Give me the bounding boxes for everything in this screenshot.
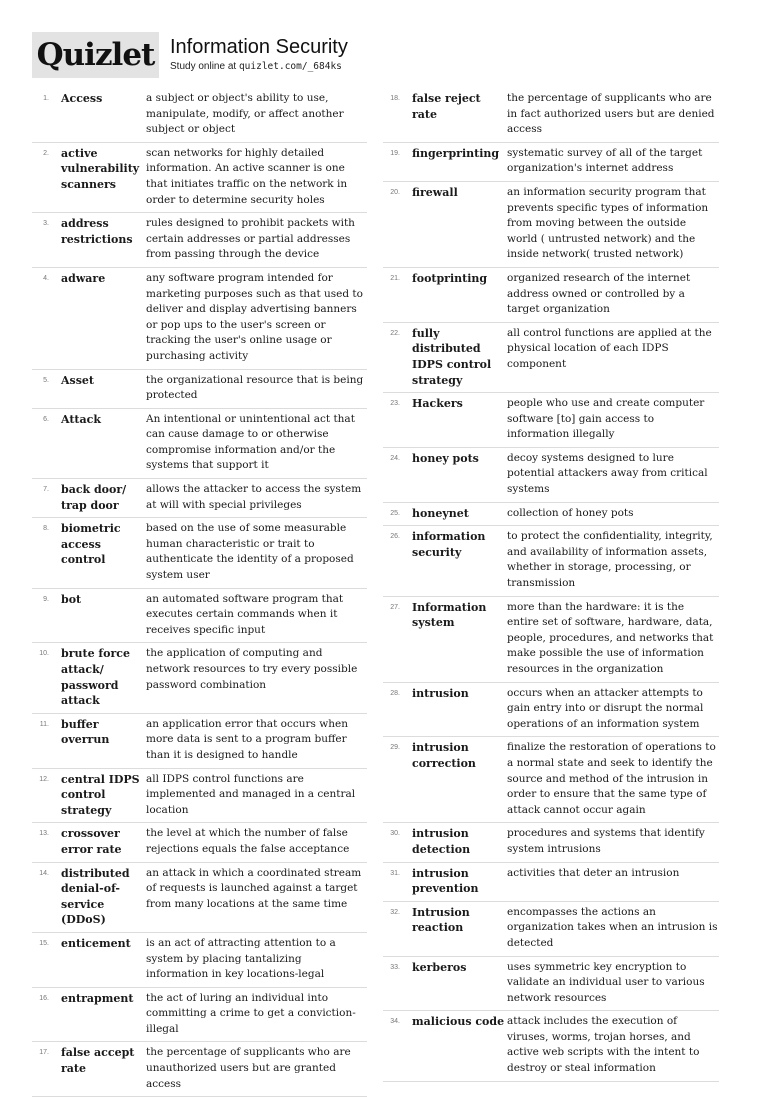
entry-number: 31. <box>390 869 400 877</box>
entry-number: 26. <box>390 533 400 541</box>
glossary-entry <box>32 714 367 769</box>
entry-definition: is an act of attracting attention to a system by placing tantalizing information in key locations-legal <box>146 936 336 981</box>
entry-term: Access <box>61 92 103 105</box>
entry-number: 8. <box>43 525 49 533</box>
glossary-entry <box>32 589 367 644</box>
entry-term: Information system <box>412 600 487 630</box>
glossary-entry <box>383 597 719 683</box>
entry-term: buffer overrun <box>61 717 110 747</box>
glossary-entry <box>383 182 719 268</box>
entry-number: 18. <box>390 95 400 102</box>
glossary-entry <box>32 643 367 713</box>
glossary-entry <box>32 268 367 370</box>
entry-term: Hackers <box>412 397 463 411</box>
entry-term: false reject rate <box>412 92 481 121</box>
entry-term: intrusion correction <box>412 741 476 770</box>
entry-definition: the percentage of supplicants who are unauthorized users but are granted access <box>146 1046 351 1090</box>
entry-term: enticement <box>61 936 131 950</box>
entry-definition: more than the hardware: it is the entire set of software, hardware, data, people, procedures, and networks that make possible the use of information resources in the organization <box>507 600 714 675</box>
entry-number: 20. <box>390 188 400 196</box>
entry-term: fully distributed IDPS control strategy <box>412 326 492 387</box>
glossary-entry <box>32 409 367 479</box>
entry-definition: collection of honey pots <box>507 506 634 519</box>
glossary-entry <box>32 88 367 143</box>
study-online-label: Study online at <box>170 61 239 72</box>
entry-definition: encompasses the actions an organization takes when an intrusion is detected <box>507 905 718 949</box>
entry-term: false accept rate <box>61 1046 135 1076</box>
glossary-entry <box>383 323 719 393</box>
entry-definition: activities that deter an intrusion <box>507 866 680 879</box>
entry-number: 22. <box>390 329 400 337</box>
entry-term: central IDPS control strategy <box>61 772 140 817</box>
entry-term: footprinting <box>412 271 488 285</box>
entry-number: 3. <box>43 220 49 228</box>
entry-definition: people who use and create computer software [to] gain access to information illegally <box>507 397 705 441</box>
entry-number: 29. <box>390 744 400 752</box>
entry-term: honeynet <box>412 506 469 520</box>
entry-term: intrusion detection <box>412 827 471 856</box>
entry-number: 10. <box>39 650 49 658</box>
glossary-entry <box>32 370 367 409</box>
entry-term: kerberos <box>412 960 467 974</box>
entry-definition: rules designed to prohibit packets with certain addresses or partial addresses from passing through the device <box>146 217 355 261</box>
entry-definition: organized research of the internet address owned or controlled by a target organization <box>507 271 691 316</box>
title-block <box>170 34 348 72</box>
glossary-entry <box>32 988 367 1043</box>
entry-definition: the application of computing and network resources to try every possible password combination <box>146 647 358 691</box>
glossary-entry <box>383 1011 719 1081</box>
entry-definition: the act of luring an individual into committing a crime to get a conviction-illegal <box>146 991 356 1035</box>
entry-number: 9. <box>43 595 49 603</box>
entry-definition: the percentage of supplicants who are in fact authorized users but are denied access <box>507 92 715 136</box>
entry-number: 12. <box>39 775 49 783</box>
glossary-entry <box>32 479 367 518</box>
entry-number: 13. <box>39 830 49 838</box>
entry-term: adware <box>61 271 106 285</box>
entry-number: 2. <box>43 149 49 157</box>
entry-definition: any software program intended for marketing purposes such as that used to deliver and display advertising banners or pop ups to the user's screen or tracking the user's online usage or purchasing activity <box>146 271 363 362</box>
entry-definition: systematic survey of all of the target organization's internet address <box>507 146 703 175</box>
entry-term: entrapment <box>61 991 134 1005</box>
entry-term: fingerprinting <box>412 146 500 160</box>
glossary-entry <box>383 737 719 823</box>
entry-definition: a subject or object's ability to use, manipulate, modify, or affect another subject or object <box>146 92 344 136</box>
entry-number: 30. <box>390 830 400 838</box>
entry-term: distributed denial-of-service (DDoS) <box>61 866 130 927</box>
study-url-link[interactable]: quizlet.com/_684ks <box>238 61 342 72</box>
glossary-entry <box>383 143 719 182</box>
entry-number: 32. <box>390 908 400 916</box>
entry-definition: finalize the restoration of operations to a normal state and seek to identify the source and method of the intrusion in order to ensure that the same type of attack cannot occur again <box>507 741 716 816</box>
entry-definition: all IDPS control functions are implemented and managed in a central location <box>146 772 356 816</box>
entry-definition: the level at which the number of false rejections equals the false acceptance <box>146 827 350 855</box>
entry-number: 7. <box>43 486 49 494</box>
entry-term: malicious code <box>412 1015 505 1029</box>
entry-definition: attack includes the execution of viruses, worms, trojan horses, and active web scripts with the intent to destroy or steal information <box>507 1015 700 1075</box>
entry-number: 4. <box>43 274 49 282</box>
entry-number: 27. <box>390 603 400 611</box>
entry-number: 19. <box>390 149 400 157</box>
glossary-entry <box>32 769 367 824</box>
glossary-entry <box>383 393 719 448</box>
entry-definition: uses symmetric key encryption to validate an individual user to various network resources <box>507 960 705 1004</box>
entry-definition: allows the attacker to access the system at will with special privileges <box>146 483 362 511</box>
entry-term: information security <box>412 530 486 559</box>
entry-definition: an attack in which a coordinated stream of requests is launched against a target from many locations at the same time <box>146 866 362 910</box>
quizlet-logo[interactable]: Quizlet <box>32 32 159 78</box>
entry-definition: an automated software program that executes certain commands when it receives specific input <box>146 592 344 636</box>
entry-number: 33. <box>390 963 400 971</box>
entry-number: 16. <box>39 994 49 1002</box>
entry-number: 6. <box>43 415 49 423</box>
entry-term: bot <box>61 592 82 606</box>
entry-term: biometric access control <box>61 522 121 567</box>
entry-term: active vulnerability scanners <box>61 146 140 191</box>
entry-definition: an information security program that prevents specific types of information from moving between the outside world ( untrusted network) and the inside network( trusted network) <box>507 185 709 261</box>
entry-term: intrusion prevention <box>412 866 479 896</box>
entry-definition: occurs when an attacker attempts to gain entry into or disrupt the normal operations of an information system <box>507 686 704 730</box>
glossary-entry <box>32 518 367 588</box>
entry-number: 14. <box>39 869 49 877</box>
entry-definition: an application error that occurs when more data is sent to a program buffer than it is designed to handle <box>146 717 348 761</box>
entry-number: 11. <box>39 720 49 728</box>
entry-definition: all control functions are applied at the physical location of each IDPS component <box>507 326 712 370</box>
glossary-entry <box>383 526 719 596</box>
glossary-entry <box>32 863 367 933</box>
entry-number: 34. <box>390 1018 400 1026</box>
entry-term: Asset <box>61 373 94 387</box>
right-column <box>383 88 719 1082</box>
entry-term: back door/ trap door <box>61 483 127 512</box>
entry-definition: procedures and systems that identify system intrusions <box>507 827 705 855</box>
glossary-entry <box>383 863 719 902</box>
entry-number: 24. <box>390 454 400 462</box>
glossary-entry <box>32 1042 367 1097</box>
glossary-entry <box>383 957 719 1012</box>
entry-term: Attack <box>61 412 101 426</box>
entry-term: firewall <box>412 185 458 199</box>
entry-number: 15. <box>39 939 49 947</box>
glossary-entry <box>383 268 719 323</box>
entry-term: honey pots <box>412 451 479 465</box>
glossary-entry <box>32 933 367 988</box>
glossary-entry <box>383 683 719 738</box>
entry-definition: scan networks for highly detailed information. An active scanner is one that initiates traffic on the network in order to determine security holes <box>146 146 348 206</box>
glossary-entry <box>383 448 719 503</box>
glossary-entry <box>32 143 367 213</box>
entry-term: address restrictions <box>61 217 133 246</box>
entry-number: 23. <box>390 400 400 408</box>
entry-term: crossover error rate <box>61 827 122 856</box>
glossary-entry <box>383 503 719 527</box>
glossary-entry <box>383 88 719 143</box>
entry-term: Intrusion reaction <box>412 905 470 935</box>
left-column <box>32 88 367 1097</box>
entry-term: brute force attack/ password attack <box>61 647 130 708</box>
entry-number: 21. <box>390 274 400 282</box>
glossary-entry <box>383 902 719 957</box>
entry-term: intrusion <box>412 686 469 700</box>
entry-definition: An intentional or unintentional act that can cause damage to or otherwise compromise information and/or the systems that support it <box>146 412 355 472</box>
entry-number: 17. <box>39 1049 49 1057</box>
entry-number: 28. <box>390 689 400 697</box>
entry-definition: the organizational resource that is being protected <box>146 373 364 402</box>
entry-definition: based on the use of some measurable human characteristic or trait to authenticate the identity of a proposed system user <box>146 522 354 582</box>
entry-definition: to protect the confidentiality, integrity, and availability of information assets, whether in storage, processing, or transmission <box>507 530 713 590</box>
study-online-line <box>170 61 348 72</box>
glossary-entry <box>383 823 719 862</box>
header <box>32 32 752 78</box>
glossary-entry <box>32 213 367 268</box>
entry-number: 25. <box>390 509 400 517</box>
entry-number: 5. <box>43 376 49 384</box>
page-title: Information Security <box>170 36 348 58</box>
entry-number: 1. <box>43 95 49 102</box>
glossary-entry <box>32 823 367 862</box>
entry-definition: decoy systems designed to lure potential attackers away from critical systems <box>507 451 708 496</box>
